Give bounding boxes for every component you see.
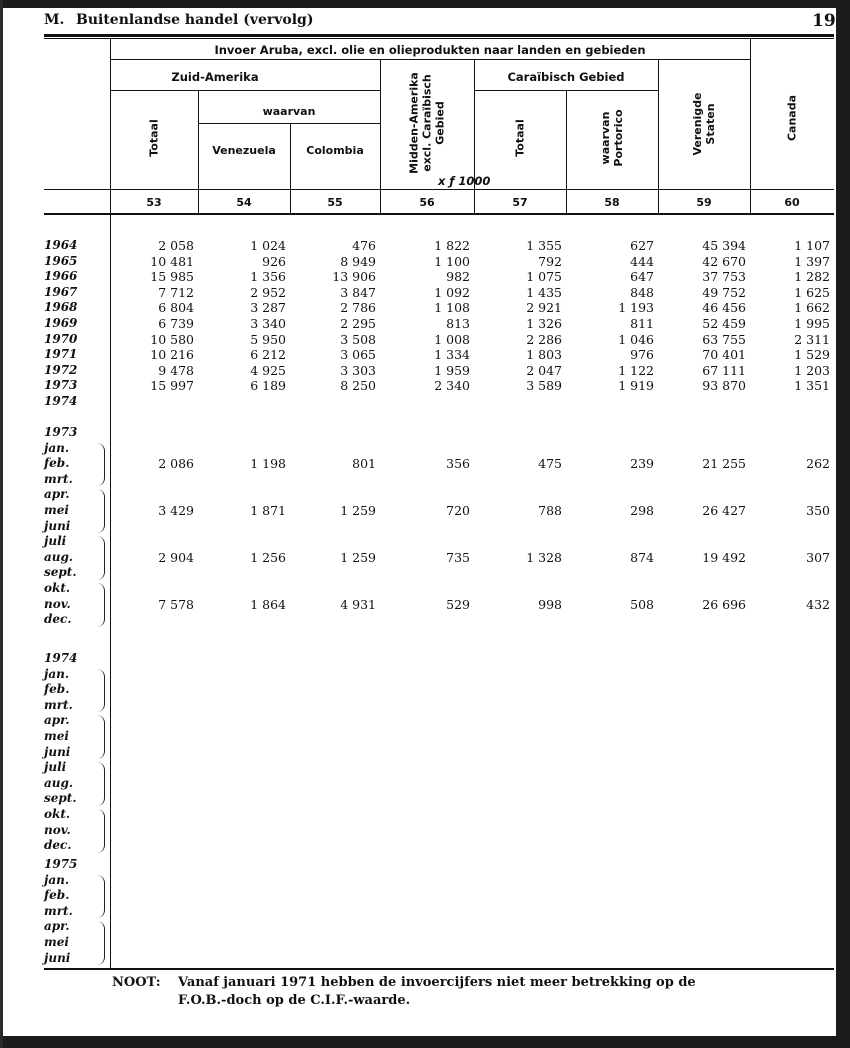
- table-cell: 2 311: [794, 331, 830, 347]
- month-label: mei: [44, 729, 69, 743]
- header-totaal-carib: Totaal: [513, 119, 527, 157]
- col-divider-55: [380, 60, 381, 214]
- month-label: aug.: [44, 775, 74, 790]
- table-cell: 350: [806, 503, 830, 518]
- table-cell: 1 919: [618, 378, 654, 394]
- unit-label: x ƒ 1000: [438, 174, 491, 188]
- month-label: okt.: [44, 807, 71, 821]
- row-year-label: 1969: [44, 316, 78, 330]
- month-label: apr.: [44, 919, 70, 934]
- table-cell: 1 008: [434, 331, 470, 347]
- month-label: dec.: [44, 612, 72, 627]
- header-midden-amerika: Midden-Amerika excl. Caraïbisch Gebied: [407, 72, 447, 174]
- month-label: nov.: [44, 822, 71, 837]
- month-label: sept.: [44, 565, 77, 580]
- row-year-label: 1972: [44, 362, 78, 377]
- table-cell: 10 481: [150, 253, 194, 269]
- month-label: nov.: [44, 596, 71, 611]
- month-label: jan.: [44, 872, 70, 887]
- table-cell: 67 111: [702, 362, 746, 378]
- table-cell: 6 804: [158, 300, 194, 316]
- table-cell: 1 282: [794, 269, 830, 285]
- row-year-label: 1964: [44, 238, 78, 252]
- table-cell: 3 303: [340, 362, 376, 378]
- table-cell: 1 326: [526, 316, 562, 331]
- table-cell: 52 459: [702, 316, 746, 331]
- header-rule-thin: [44, 38, 834, 39]
- table-cell: 926: [262, 253, 286, 269]
- month-label: dec.: [44, 838, 72, 853]
- table-cell: 1 625: [794, 284, 830, 300]
- scan-edge-top: [0, 0, 850, 8]
- group-south-america: Zuid-Amerika: [171, 70, 259, 84]
- table-cell: 3 589: [526, 378, 562, 394]
- quarter-brace: [96, 762, 105, 806]
- header-colombia: Colombia: [306, 144, 364, 157]
- table-cell: 508: [630, 596, 654, 612]
- table-cell: 1 259: [340, 503, 376, 518]
- table-cell: 4 925: [250, 362, 286, 378]
- colnum-56: 56: [419, 196, 435, 209]
- month-label: juni: [44, 950, 71, 965]
- table-cell: 1 092: [434, 284, 470, 300]
- header-portorico: waarvan Portorico: [599, 109, 625, 167]
- table-cell: 6 189: [250, 378, 286, 394]
- colnum-60: 60: [784, 196, 800, 209]
- col-divider-57: [566, 91, 567, 214]
- table-cell: 9 478: [158, 362, 194, 378]
- table-cell: 788: [538, 503, 562, 518]
- note-label: NOOT:: [112, 975, 161, 990]
- table-cell: 1 075: [526, 269, 562, 285]
- table-cell: 1 100: [434, 253, 470, 269]
- table-cell: 1 107: [794, 238, 830, 253]
- table-cell: 735: [446, 549, 470, 565]
- table-bottom-rule: [44, 968, 834, 970]
- table-cell: 1 995: [794, 316, 830, 331]
- colnum-57: 57: [512, 196, 528, 209]
- table-cell: 2 295: [340, 316, 376, 331]
- table-cell: 2 921: [526, 300, 562, 316]
- table-cell: 1 256: [250, 549, 286, 565]
- waarvan-label: waarvan: [262, 105, 316, 118]
- table-cell: 10 216: [150, 347, 194, 363]
- table-cell: 3 065: [340, 347, 376, 363]
- table-cell: 2 086: [158, 456, 194, 472]
- table-cell: 298: [630, 503, 654, 518]
- table-cell: 1 397: [794, 253, 830, 269]
- table-cell: 1 803: [526, 347, 562, 363]
- waarvan-rule: [198, 123, 380, 124]
- table-cell: 476: [352, 238, 376, 253]
- month-label: juni: [44, 744, 71, 759]
- table-cell: 46 456: [702, 300, 746, 316]
- table-cell: 70 401: [702, 347, 746, 363]
- scan-edge-right: [836, 0, 850, 1048]
- table-cell: 3 429: [158, 503, 194, 518]
- block-year-label: 1973: [44, 425, 78, 439]
- col-divider-54: [290, 124, 291, 214]
- table-cell: 8 250: [340, 378, 376, 394]
- month-label: jan.: [44, 666, 70, 681]
- month-label: mrt.: [44, 903, 73, 918]
- month-label: feb.: [44, 888, 70, 903]
- table-cell: 529: [446, 596, 470, 612]
- row-year-label: 1968: [44, 300, 78, 315]
- header-verenigde-staten: Verenigde Staten: [691, 92, 717, 156]
- table-cell: 2 340: [434, 378, 470, 394]
- table-cell: 42 670: [702, 253, 746, 269]
- table-cell: 1 203: [794, 362, 830, 378]
- table-cell: 1 871: [250, 503, 286, 518]
- table-cell: 26 696: [702, 596, 746, 612]
- table-cell: 1 334: [434, 347, 470, 363]
- scan-edge-bottom: [0, 1036, 850, 1048]
- page-number: 19: [812, 11, 836, 31]
- table-cell: 8 949: [340, 253, 376, 269]
- header-canada: Canada: [785, 94, 799, 142]
- table-cell: 239: [630, 456, 654, 472]
- month-label: juli: [44, 534, 67, 549]
- table-cell: 432: [806, 596, 830, 612]
- scan-edge-left: [0, 0, 3, 1048]
- table-cell: 1 193: [618, 300, 654, 316]
- table-cell: 26 427: [702, 503, 746, 518]
- colnum-53: 53: [146, 196, 162, 209]
- table-cell: 356: [446, 456, 470, 472]
- month-label: mei: [44, 503, 69, 517]
- table-cell: 1 662: [794, 300, 830, 316]
- month-label: feb.: [44, 456, 70, 471]
- row-year-label: 1973: [44, 378, 78, 393]
- month-label: mrt.: [44, 697, 73, 712]
- table-cell: 1 198: [250, 456, 286, 472]
- table-cell: 93 870: [702, 378, 746, 394]
- quarter-brace: [96, 875, 105, 919]
- table-cell: 1 108: [434, 300, 470, 316]
- table-cell: 647: [630, 269, 654, 285]
- month-label: mrt.: [44, 471, 73, 486]
- colnum-58: 58: [604, 196, 620, 209]
- table-cell: 15 985: [150, 269, 194, 285]
- table-cell: 1 328: [526, 549, 562, 565]
- month-label: jan.: [44, 440, 70, 455]
- table-cell: 1 355: [526, 238, 562, 253]
- table-cell: 982: [446, 269, 470, 285]
- month-label: mei: [44, 935, 69, 949]
- table-cell: 1 822: [434, 238, 470, 253]
- row-year-label: 1965: [44, 253, 78, 268]
- block-year-label: 1974: [44, 651, 78, 665]
- table-cell: 2 047: [526, 362, 562, 378]
- header-rule: [44, 34, 834, 37]
- table-cell: 998: [538, 596, 562, 612]
- block-year-label: 1975: [44, 857, 78, 871]
- table-cell: 874: [630, 549, 654, 565]
- page-title: Buitenlandse handel (vervolg): [76, 12, 314, 28]
- colnum-54: 54: [236, 196, 252, 209]
- note-line-1: Vanaf januari 1971 hebben de invoercijfers niet meer betrekking op de: [178, 975, 696, 990]
- table-cell: 6 739: [158, 316, 194, 331]
- table-cell: 3 287: [250, 300, 286, 316]
- table-cell: 1 356: [250, 269, 286, 285]
- row-year-label: 1974: [44, 394, 78, 408]
- quarter-brace: [96, 921, 105, 965]
- table-cell: 2 786: [340, 300, 376, 316]
- table-cell: 848: [630, 284, 654, 300]
- table-cell: 1 959: [434, 362, 470, 378]
- table-cell: 801: [352, 456, 376, 472]
- quarter-brace: [96, 809, 105, 853]
- row-year-label: 1970: [44, 331, 78, 346]
- table-cell: 976: [630, 347, 654, 363]
- table-cell: 262: [806, 456, 830, 472]
- month-label: aug.: [44, 549, 74, 564]
- table-cell: 1 351: [794, 378, 830, 394]
- header-venezuela: Venezuela: [212, 144, 276, 157]
- table-cell: 19 492: [702, 549, 746, 565]
- table-cell: 1 435: [526, 284, 562, 300]
- table-cell: 7 712: [158, 284, 194, 300]
- month-label: sept.: [44, 791, 77, 806]
- row-year-label: 1967: [44, 284, 78, 299]
- table-cell: 813: [446, 316, 470, 331]
- table-cell: 21 255: [702, 456, 746, 472]
- table-cell: 444: [630, 253, 654, 269]
- table-cell: 3 508: [340, 331, 376, 347]
- table-cell: 45 394: [702, 238, 746, 253]
- header-totaal-sa: Totaal: [147, 119, 161, 157]
- month-label: juni: [44, 518, 71, 533]
- table-cell: 792: [538, 253, 562, 269]
- table-cell: 37 753: [702, 269, 746, 285]
- table-cell: 6 212: [250, 347, 286, 363]
- table-cell: 1 024: [250, 238, 286, 253]
- table-cell: 1 529: [794, 347, 830, 363]
- super-header-rule: [110, 59, 750, 60]
- table-cell: 475: [538, 456, 562, 472]
- quarter-brace: [96, 715, 105, 759]
- section-letter: M.: [44, 12, 65, 28]
- table-cell: 15 997: [150, 378, 194, 394]
- table-cell: 7 578: [158, 596, 194, 612]
- table-cell: 63 755: [702, 331, 746, 347]
- month-label: apr.: [44, 487, 70, 502]
- month-label: feb.: [44, 682, 70, 697]
- colnum-55: 55: [327, 196, 343, 209]
- table-cell: 10 580: [150, 331, 194, 347]
- table-cell: 4 931: [340, 596, 376, 612]
- table-cell: 1 864: [250, 596, 286, 612]
- colnum-59: 59: [696, 196, 712, 209]
- unit-rule: [44, 189, 834, 190]
- note-line-2: F.O.B.-doch op de C.I.F.-waarde.: [178, 993, 411, 1008]
- table-cell: 2 952: [250, 284, 286, 300]
- super-header: Invoer Aruba, excl. olie en olieprodukten naar landen en gebieden: [214, 43, 646, 57]
- group-caribbean: Caraïbisch Gebied: [507, 70, 625, 84]
- row-year-label: 1966: [44, 269, 78, 284]
- month-label: juli: [44, 760, 67, 775]
- row-year-label: 1971: [44, 347, 78, 362]
- month-label: okt.: [44, 581, 71, 595]
- table-cell: 811: [630, 316, 654, 331]
- table-cell: 3 847: [340, 284, 376, 300]
- table-cell: 627: [630, 238, 654, 253]
- table-cell: 1 046: [618, 331, 654, 347]
- col-divider-59: [750, 39, 751, 214]
- table-cell: 1 259: [340, 549, 376, 565]
- month-label: apr.: [44, 713, 70, 728]
- table-cell: 2 286: [526, 331, 562, 347]
- table-cell: 2 058: [158, 238, 194, 253]
- table-cell: 3 340: [250, 316, 286, 331]
- south-america-rule: [110, 90, 380, 91]
- quarter-brace: [96, 669, 105, 713]
- table-cell: 720: [446, 503, 470, 518]
- col-divider-58: [658, 60, 659, 214]
- table-cell: 2 904: [158, 549, 194, 565]
- table-cell: 13 906: [332, 269, 376, 285]
- table-cell: 1 122: [618, 362, 654, 378]
- table-cell: 49 752: [702, 284, 746, 300]
- colnum-rule: [44, 213, 834, 215]
- table-cell: 5 950: [250, 331, 286, 347]
- table-cell: 307: [806, 549, 830, 565]
